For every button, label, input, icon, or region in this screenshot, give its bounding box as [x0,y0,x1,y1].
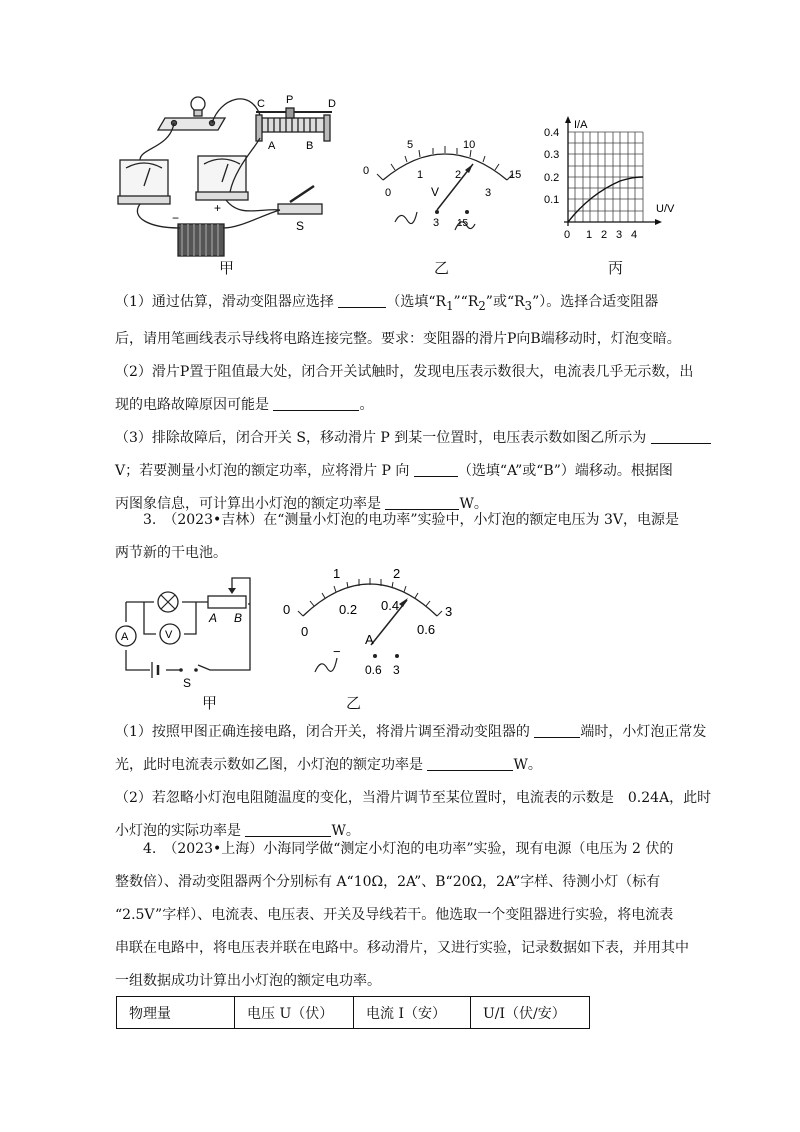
switch-label-s: S [296,219,305,233]
ammeter-terminal-3: 3 [393,663,400,677]
voltmeter-bottom-1: 1 [417,169,424,181]
voltmeter-top-0: 0 [363,165,370,177]
ammeter-terminal-0.6: 0.6 [365,663,382,677]
circuit-figure-1 [110,88,350,263]
ammeter-dial [275,560,475,690]
q2-part1-line2: 后，请用笔画线表示导线将电路连接完整。要求：变阻器的滑片P向B端移动时，灯泡变暗。 [115,330,681,347]
voltmeter-top-10: 10 [463,139,476,151]
q4-line1: 4. （2023•上海）小海同学做“测定小灯泡的电功率”实验，现有电源（电压为 2 伏的 [143,841,674,857]
ammeter-top-1: 1 [333,566,341,581]
q4-line2: 整数倍）、滑动变阻器两个分别标有 A“10Ω，2A”、B“20Ω，2A”字样、待测小灯（标有 [115,874,661,890]
data-table [116,996,590,1029]
table-header-voltage: 电压 U（伏） [235,997,354,1029]
q3-p1-text-b: 端时，小灯泡正常发 [580,724,707,740]
q3-p2-text-a: 小灯泡的实际功率是 [115,823,241,839]
q2-p2-text: 现的电路故障原因可能是 [115,396,269,413]
voltmeter-dial [355,130,535,240]
rheostat-label-p: P [286,94,294,106]
voltmeter-top-15: 15 [509,169,522,181]
subscript-1: 1 [446,298,454,313]
q4-line4: 串联在电路中，将电压表并联在电路中。移动滑片，又进行实验，记录数据如下表，并用其中 [115,940,689,956]
answer-blank-voltage[interactable] [651,429,711,444]
question-2-parts [115,286,760,521]
subscript-3: 3 [524,298,533,313]
ammeter-top-2: 2 [393,566,401,581]
voltmeter-bottom-0: 0 [385,187,392,199]
graph-ytick-0.2: 0.2 [544,172,560,184]
q2-p1-text-d: ”或“R [485,294,525,310]
voltmeter-bottom-2: 2 [455,169,462,181]
graph-xtick-1: 1 [586,229,593,241]
answer-blank-slider-end[interactable] [534,723,580,738]
q2-part3-line2 [115,455,760,488]
graph-xlabel: U/V [656,203,675,215]
figure-2-caption-jia: 甲 [202,694,218,712]
q3-intro-line1: 3. （2023•吉林）在“测量小灯泡的电功率”实验中，小灯泡的额定电压为 3V，电源是 [143,512,680,528]
q2-p1-text-a: （1）通过估算，滑动变阻器应选择 [115,294,334,310]
q3-p1-text-c: 光，此时电流表示数如乙图，小灯泡的额定功率是 [115,757,423,773]
answer-blank-fault[interactable] [273,396,359,411]
switch-label-s-2: S [183,676,192,690]
q2-p1-text-b: （选填“R [386,294,447,310]
table-header-ratio: U/I（伏/安） [471,997,590,1029]
q3-part2-line1: （2）若忽略小灯泡电阻随温度的变化，当滑片调节至某位置时，电流表的示数是 0.24A，此时 [115,790,712,806]
minus-sign: − [172,211,180,225]
q3-part1-line2 [115,749,760,782]
graph-xtick-0: 0 [564,229,571,241]
q2-part1-line1 [115,286,760,323]
answer-blank-direction[interactable] [414,462,458,477]
q2-p3-text: （3）排除故障后，闭合开关 S，移动滑片 P 到某一位置时，电压表示数如图乙所示为 [115,429,647,446]
table-header-row [117,997,590,1029]
voltmeter-bottom-3: 3 [485,187,492,199]
rheostat-end-b: B [234,611,243,625]
q2-p2-end: 。 [359,396,374,413]
ammeter-bottom-0.2: 0.2 [339,602,358,617]
ammeter-top-0: 0 [283,602,291,617]
answer-blank-rheostat[interactable] [338,293,386,308]
q2-p3-text-c: （选填“A”或“B”）端移动。根据图 [457,462,673,479]
q3-p1-text-d: W。 [513,757,542,773]
voltmeter-terminal-3: 3 [433,217,440,229]
graph-ytick-0.3: 0.3 [544,149,560,161]
graph-ytick-0.4: 0.4 [544,127,560,139]
q2-p1-text-e: ”）。选择合适变阻器 [532,294,659,310]
ammeter-unit: A [365,632,374,647]
q2-p3-text-e: W。 [459,495,488,512]
rheostat-label-d: D [328,98,336,110]
q2-part3-line1 [115,422,760,455]
rheostat-label-c: C [257,98,265,110]
q3-intro-line2: 两节新的干电池。 [115,545,227,561]
rheostat-end-a: A [209,611,218,625]
graph-ylabel: I/A [574,119,588,131]
q3-part1-line1 [115,716,760,749]
question-4 [115,833,760,998]
q4-line5: 一组数据成功计算出小灯泡的额定电功率。 [115,973,381,989]
voltmeter-unit: V [431,185,440,199]
q2-p1-text-c: ”“R [453,294,479,310]
table-header-quantity: 物理量 [117,997,235,1029]
circuit-figure-2 [110,570,270,690]
graph-xtick-2: 2 [601,229,608,241]
q2-part2-line1: （2）滑片P置于阻值最大处，闭合开关试触时，发现电压表示数很大，电流表几乎无示数，出 [115,363,694,380]
figure-2-caption-yi: 乙 [346,694,362,712]
q2-p3-text-d: 丙图象信息，可计算出小灯泡的额定功率是 [115,495,381,512]
q3-p1-text-a: （1）按照甲图正确连接电路，闭合开关，将滑片调至滑动变阻器的 [115,724,530,740]
q2-part2-line2 [115,389,760,422]
voltmeter-symbol-v: V [165,629,173,641]
graph-xtick-4: 4 [631,229,638,241]
ammeter-symbol-a: A [121,631,129,643]
figure-1-caption-bing: 丙 [608,259,624,277]
ammeter-bottom-0: 0 [301,624,309,639]
subscript-2: 2 [478,298,486,313]
ammeter-bottom-0.6: 0.6 [417,622,436,637]
voltmeter-terminal-15: 15 [457,218,469,229]
plus-sign: + [214,201,222,215]
graph-ytick-0.1: 0.1 [544,194,560,206]
figure-1-caption-yi: 乙 [434,259,450,277]
voltmeter-top-5: 5 [407,139,414,151]
rheostat-label-a: A [268,140,276,152]
ammeter-top-3: 3 [445,604,453,619]
table-header-current: 电流 I（安） [354,997,471,1029]
ammeter-bottom-0.4: 0.4 [381,598,400,613]
q2-p3-text-b: V；若要测量小灯泡的额定功率，应将滑片 P 向 [115,462,410,479]
graph-xtick-3: 3 [616,229,623,241]
rheostat-label-b: B [306,140,314,152]
iu-graph [540,114,690,249]
figure-1-caption-jia: 甲 [219,259,235,277]
q4-line3: “2.5V”字样）、电流表、电压表、开关及导线若干。他选取一个变阻器进行实验，将电流表 [115,907,674,923]
q3-p2-text-b: W。 [331,823,360,839]
question-3-parts [115,716,760,848]
answer-blank-rated-power-2[interactable] [427,756,513,771]
ammeter-terminal-minus: − [333,644,341,659]
